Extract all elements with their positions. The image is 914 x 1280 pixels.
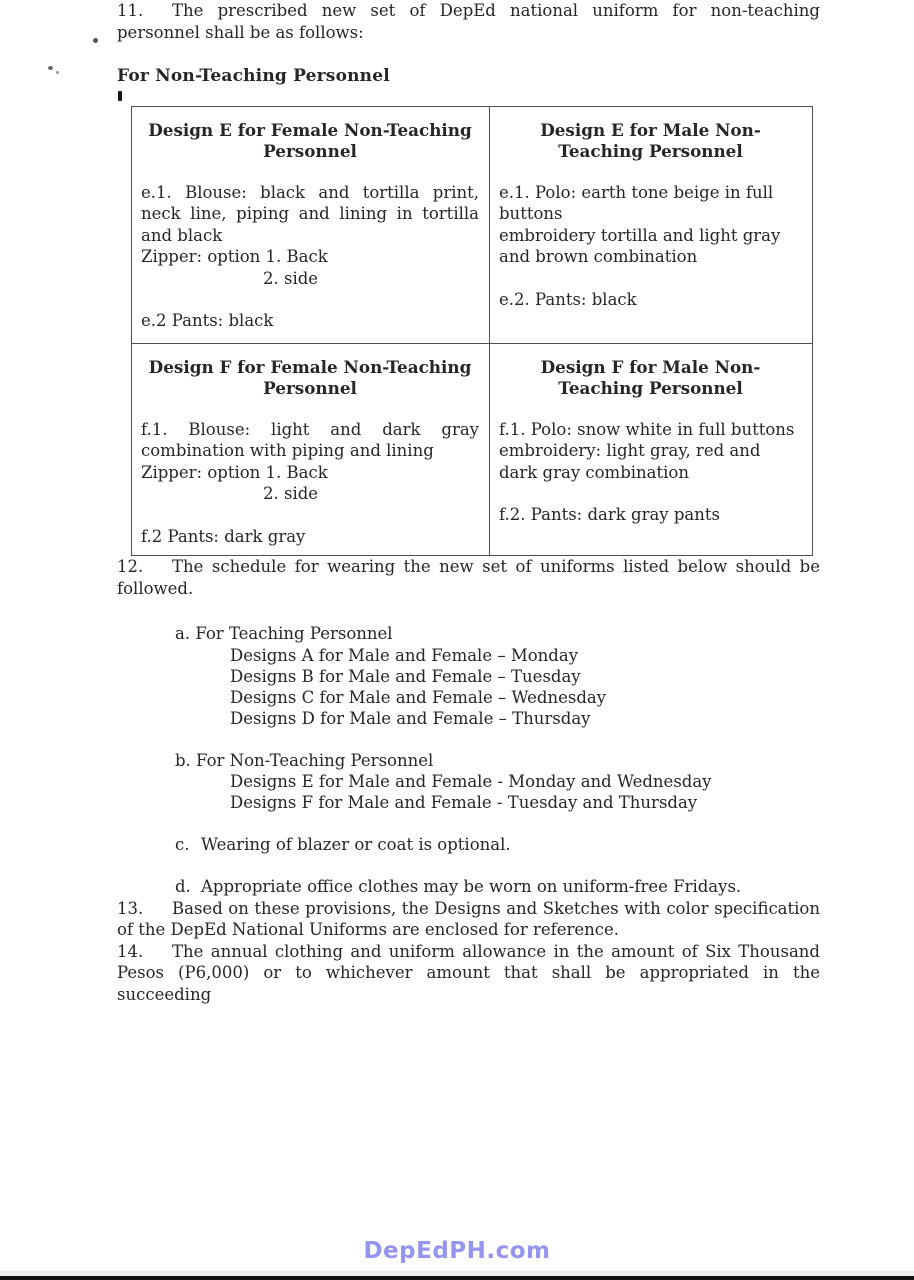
- section-heading: For Non-Teaching Personnel: [117, 66, 390, 86]
- schedule-nonteaching-label: b. For Non-Teaching Personnel: [175, 750, 434, 770]
- f-female-blouse: f.1. Blouse: light and dark gray combination with piping and lining: [141, 419, 479, 460]
- cell-design-f-female: [132, 343, 490, 556]
- cell-design-f-male: [490, 343, 813, 556]
- e-male-polo: e.1. Polo: earth tone beige in full buttons: [499, 182, 774, 223]
- schedule-item-design-a: Designs A for Male and Female – Monday: [230, 645, 579, 665]
- schedule-item-design-d: Designs D for Male and Female – Thursday: [230, 709, 591, 729]
- cell-design-e-male: [490, 106, 813, 343]
- paragraph-12-number: 12.: [117, 557, 144, 576]
- e-female-pants: e.2 Pants: black: [141, 311, 274, 330]
- stray-ink-mark: [118, 91, 122, 101]
- scan-edge-bar: [0, 1276, 914, 1280]
- schedule-item-design-b: Designs B for Male and Female – Tuesday: [230, 666, 581, 686]
- e-female-zipper-option1: Zipper: option 1. Back: [141, 247, 328, 266]
- scan-speck: [56, 71, 59, 74]
- paragraph-14-text: The annual clothing and uniform allowance in the amount of Six Thousand Pesos (P6,000) or to whichever amount that shall be appropriated in the succeeding: [117, 941, 820, 1004]
- document-body: [117, 0, 820, 1005]
- paragraph-13: [117, 898, 820, 941]
- e-female-blouse: e.1. Blouse: black and tortilla print, neck line, piping and lining in tortilla and black: [141, 182, 479, 245]
- blank-line: [499, 483, 802, 504]
- paragraph-12: [117, 556, 820, 599]
- paragraph-13-text: Based on these provisions, the Designs and Sketches with color specification of the DepEd National Uniforms are enclosed for reference.: [117, 898, 820, 940]
- table-row-design-f: [132, 343, 813, 556]
- schedule-item-c-number: c.: [175, 834, 190, 854]
- scan-speck: [48, 66, 53, 70]
- schedule-item-d: [175, 876, 820, 898]
- blank-line: [141, 289, 479, 310]
- e-male-embroidery: embroidery tortilla and light gray and brown combination: [499, 225, 781, 266]
- schedule-item-design-c: Designs C for Male and Female – Wednesday: [230, 688, 607, 708]
- cell-header-f-female: Design F for Female Non-Teaching Personnel: [148, 356, 472, 398]
- schedule-teaching-label: a. For Teaching Personnel: [175, 624, 393, 643]
- schedule-item-d-text: Appropriate office clothes may be worn on uniform-free Fridays.: [201, 877, 742, 897]
- paragraph-11: [117, 0, 820, 43]
- f-female-pants: f.2 Pants: dark gray: [141, 526, 306, 546]
- schedule-item-design-f: Designs F for Male and Female - Tuesday and Thursday: [230, 793, 698, 813]
- cell-header-e-male: Design E for Male Non-Teaching Personnel: [540, 119, 761, 161]
- cell-design-e-female: [132, 106, 490, 343]
- watermark-site-name: DepEdPH.com: [363, 1238, 551, 1264]
- e-male-pants: e.2. Pants: black: [499, 289, 637, 309]
- table-row-design-e: [132, 106, 813, 343]
- schedule-item-c: [175, 834, 820, 856]
- e-female-zipper-option2: 2. side: [263, 268, 319, 288]
- uniform-designs-table: [131, 106, 813, 557]
- f-male-pants: f.2. Pants: dark gray pants: [499, 505, 720, 524]
- f-male-embroidery: embroidery: light gray, red and dark gray combination: [499, 441, 761, 482]
- f-female-zipper-option1: Zipper: option 1. Back: [141, 462, 328, 482]
- paragraph-14: [117, 941, 820, 1006]
- schedule-item-d-number: d.: [175, 877, 191, 897]
- paragraph-11-text: The prescribed new set of DepEd national uniform for non-teaching personnel shall be as follows:: [117, 1, 820, 42]
- paragraph-12-text: The schedule for wearing the new set of uniforms listed below should be followed.: [117, 557, 820, 598]
- cell-header-f-male: Design F for Male Non-Teaching Personnel: [540, 356, 761, 398]
- schedule-item-c-text: Wearing of blazer or coat is optional.: [201, 834, 511, 854]
- f-female-zipper-option2: 2. side: [263, 484, 319, 503]
- scan-speck: [93, 38, 98, 43]
- schedule-item-design-e: Designs E for Male and Female - Monday and Wednesday: [230, 772, 712, 792]
- paragraph-13-number: 13.: [117, 898, 144, 918]
- cell-header-e-female: Design E for Female Non-Teaching Personnel: [148, 119, 472, 161]
- paragraph-11-number: 11.: [117, 1, 144, 20]
- blank-line: [499, 268, 802, 289]
- paragraph-14-number: 14.: [117, 941, 144, 961]
- blank-line: [141, 505, 479, 526]
- f-male-polo: f.1. Polo: snow white in full buttons: [499, 419, 795, 439]
